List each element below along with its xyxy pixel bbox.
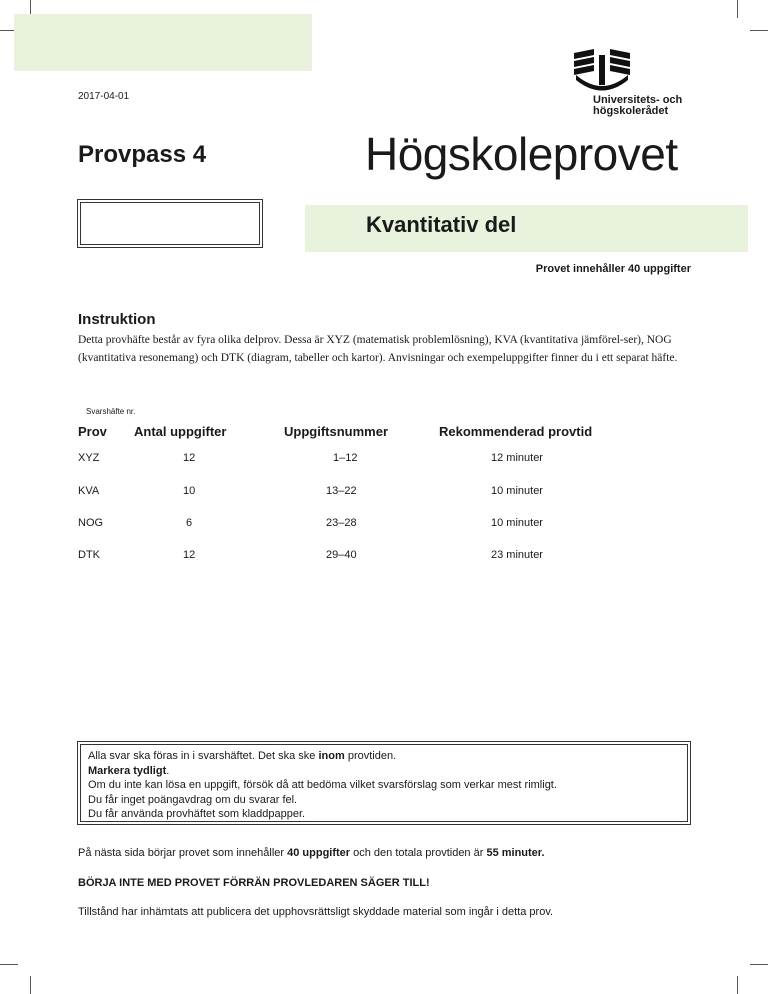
- table-cell-provtid: 12 minuter: [491, 452, 543, 464]
- permission-text: Tillstånd har inhämtats att publicera det upphovsrättsligt skyddade material som ingår i detta prov.: [78, 906, 554, 918]
- next-page-info: På nästa sida börjar provet som innehåller 40 uppgifter och den totala provtiden är 55 minuter.: [78, 847, 545, 859]
- instruction-text: Detta provhäfte består av fyra olika delprov. Dessa är XYZ (matematisk problemlösning), KVA (kvantitativa jämförel-ser), NOG (kvantitativa resonemang) och DTK (diagram, tabeller och kartor). Anvisningar och exempeluppgifter finner du i ett separat häfte.: [78, 334, 678, 364]
- table-cell-antal: 10: [183, 485, 196, 497]
- date: 2017-04-01: [78, 91, 130, 102]
- table-cell-prov: XYZ: [78, 452, 100, 464]
- rules-line-5: Du får använda provhäftet som kladdpapper.: [88, 808, 306, 820]
- rules-line-1: Alla svar ska föras in i svarshäftet. Det ska ske inom provtiden.: [88, 750, 397, 762]
- table-cell-prov: NOG: [78, 517, 104, 529]
- table-header-antal: Antal uppgifter: [134, 424, 227, 439]
- main-title: Högskoleprovet: [365, 128, 678, 180]
- table-cell-antal: 12: [183, 452, 196, 464]
- table-header-prov: Prov: [78, 424, 107, 439]
- svarshafte-label: Svarshäfte nr.: [86, 407, 136, 416]
- table-cell-prov: DTK: [78, 549, 100, 561]
- table-cell-nummer: 13–22: [326, 485, 357, 497]
- provpass-title: Provpass 4: [78, 141, 207, 168]
- header-color-block: [14, 14, 312, 71]
- task-count: Provet innehåller 40 uppgifter: [535, 263, 691, 275]
- table-cell-nummer: 29–40: [326, 549, 357, 561]
- warning-text: BÖRJA INTE MED PROVET FÖRRÄN PROVLEDAREN SÄGER TILL!: [78, 877, 430, 889]
- rules-line-4: Du får inget poängavdrag om du svarar fel.: [88, 793, 298, 806]
- crop-mark: [0, 964, 18, 965]
- table-header-uppgiftsnummer: Uppgiftsnummer: [284, 424, 388, 439]
- crop-mark: [737, 0, 738, 18]
- rules-line-2: Markera tydligt.: [88, 764, 170, 777]
- section-title: Kvantitativ del: [366, 212, 517, 237]
- table-cell-antal: 6: [186, 517, 193, 529]
- table-cell-nummer: 23–28: [326, 517, 357, 529]
- table-cell-nummer: 1–12: [333, 452, 358, 464]
- rules-line-3: Om du inte kan lösa en uppgift, försök då att bedöma vilket svarsförslag som verkar mest rimligt.: [88, 779, 557, 791]
- uhr-logo-icon: [572, 47, 632, 93]
- table-header-provtid: Rekommenderad provtid: [439, 424, 593, 439]
- table-cell-provtid: 10 minuter: [491, 517, 543, 529]
- table-cell-provtid: 23 minuter: [491, 549, 543, 561]
- table-cell-prov: KVA: [78, 485, 100, 497]
- crop-mark: [750, 30, 768, 31]
- instruction-heading: Instruktion: [78, 311, 156, 328]
- crop-mark: [737, 976, 738, 994]
- crop-mark: [30, 976, 31, 994]
- logo-text: Universitets- och högskolerådet: [593, 94, 683, 117]
- table-cell-provtid: 10 minuter: [491, 485, 543, 497]
- crop-mark: [750, 964, 768, 965]
- rules-text: [88, 749, 557, 822]
- table-cell-antal: 12: [183, 549, 196, 561]
